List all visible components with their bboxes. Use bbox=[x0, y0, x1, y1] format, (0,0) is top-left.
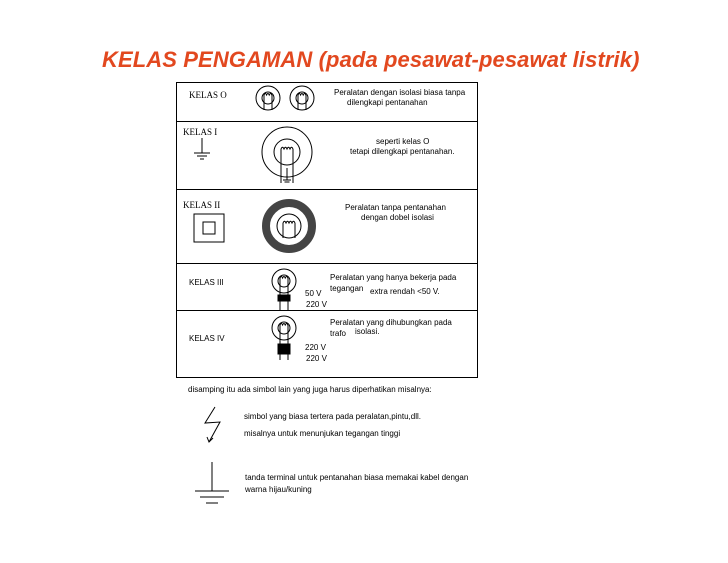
class-3-desc-line2a: tegangan bbox=[330, 284, 364, 293]
class-4-isolation-transformer-bulb-icon bbox=[272, 316, 296, 360]
class-2-double-insulated-bulb-icon bbox=[266, 203, 312, 249]
class-3-voltage-1: 50 V bbox=[305, 289, 322, 298]
class-3-desc-line2b: extra rendah <50 V. bbox=[370, 287, 440, 296]
lightning-desc-line1: simbol yang biasa tertera pada peralatan,pintu,dll. bbox=[244, 412, 421, 421]
ground-terminal-icon bbox=[195, 462, 229, 503]
class-1-desc-line2: tetapi dilengkapi pentanahan. bbox=[350, 147, 455, 156]
ground-desc-line1: tanda terminal untuk pentanahan biasa memakai kabel dengan bbox=[245, 473, 469, 482]
class-4-desc-line2b: isolasi. bbox=[355, 327, 380, 336]
class-4-desc-line1: Peralatan yang dihubungkan pada bbox=[330, 318, 452, 327]
class-3-desc-line1: Peralatan yang hanya bekerja pada bbox=[330, 273, 457, 282]
class-0-bulb-icon bbox=[256, 86, 280, 110]
other-symbols-note: disamping itu ada simbol lain yang juga harus diperhatikan misalnya: bbox=[188, 385, 432, 394]
class-4-label: KELAS IV bbox=[189, 334, 225, 343]
class-3-voltage-2: 220 V bbox=[306, 300, 327, 309]
class-0-desc-line1: Peralatan dengan isolasi biasa tanpa bbox=[334, 88, 466, 97]
earth-symbol-icon bbox=[194, 138, 210, 159]
high-voltage-lightning-icon bbox=[205, 407, 220, 442]
class-2-label: KELAS II bbox=[183, 200, 221, 210]
ground-desc-line2: warna hijau/kuning bbox=[245, 485, 312, 494]
class-3-low-voltage-bulb-icon bbox=[272, 269, 296, 310]
lightning-desc-line2: misalnya untuk menunjukan tegangan tinggi bbox=[244, 429, 401, 438]
class-0-desc-line2: dilengkapi pentanahan bbox=[347, 98, 428, 107]
class-3-label: KELAS III bbox=[189, 278, 224, 287]
class-2-desc-line1: Peralatan tanpa pentanahan bbox=[345, 203, 446, 212]
class-1-grounded-bulb-icon bbox=[262, 127, 312, 183]
class-0-bulb-icon bbox=[290, 86, 314, 110]
class-4-desc-line2a: trafo bbox=[330, 329, 347, 338]
class-4-voltage-2: 220 V bbox=[306, 354, 327, 363]
class-4-voltage-1: 220 V bbox=[305, 343, 326, 352]
class-0-label: KELAS O bbox=[189, 90, 227, 100]
double-insulation-icon bbox=[194, 214, 224, 242]
class-1-label: KELAS I bbox=[183, 127, 218, 137]
class-1-desc-line1: seperti kelas O bbox=[376, 137, 430, 146]
page-title: KELAS PENGAMAN (pada pesawat-pesawat listrik) bbox=[102, 47, 640, 72]
class-2-desc-line2: dengan dobel isolasi bbox=[361, 213, 434, 222]
